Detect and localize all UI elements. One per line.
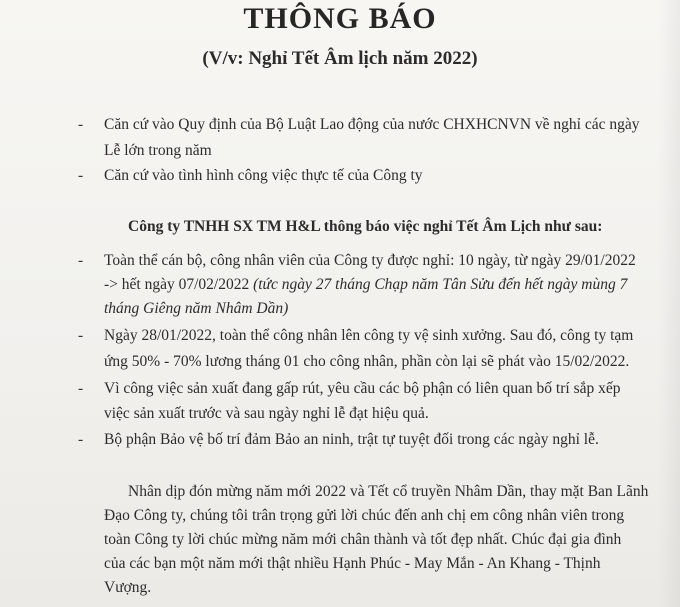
closing-line-1: Nhân dịp đón mừng năm mới 2022 và Tết cổ truyền Nhâm Dần, thay mặt Ban Lãnh [128, 483, 649, 500]
item-3-line-1: Vì công việc sản xuất đang gấp rút, yêu cầu các bộ phận có liên quan bố trí sắp xếp [104, 380, 621, 397]
item-1-line-1: Toàn thể cán bộ, công nhân viên của Công ty được nghỉ: 10 ngày, từ ngày 29/01/2022 [104, 252, 636, 269]
bullet-dash: - [78, 327, 84, 344]
bullet-dash: - [78, 431, 84, 448]
document-subtitle: (V/v: Nghỉ Tết Âm lịch năm 2022) [202, 48, 478, 69]
item-2-line-1: Ngày 28/01/2022, toàn thể công nhân lên công ty vệ sinh xưởng. Sau đó, công ty tạm [104, 327, 634, 344]
closing-line-2: Đạo Công ty, chúng tôi trân trọng gửi lời chúc đến anh chị em công nhân viên trong [104, 507, 625, 524]
basis-1-line-1: Căn cứ vào Quy định của Bộ Luật Lao động của nước CHXHCNVN về nghỉ các ngày [104, 116, 640, 133]
item-4-line-1: Bộ phận Bảo vệ bố trí đảm Bảo an ninh, trật tự tuyệt đối trong các ngày nghỉ lễ. [104, 431, 599, 448]
item-1-date-range: -> hết ngày 07/02/2022 [104, 276, 254, 293]
bullet-dash: - [78, 252, 84, 269]
closing-line-5: Vượng. [104, 579, 152, 596]
bullet-dash: - [78, 167, 84, 184]
closing-line-4: của các bạn một năm mới thật nhiều Hạnh Phúc - May Mắn - An Khang - Thịnh [104, 555, 601, 572]
document-title: THÔNG BÁO [243, 2, 437, 35]
item-1-line-3: tháng Giêng năm Nhâm Dần) [104, 300, 289, 317]
bullet-dash: - [78, 116, 84, 133]
basis-2-line-1: Căn cứ vào tình hình công việc thực tế của Công ty [104, 167, 423, 184]
item-1-lunar-note: (tức ngày 27 tháng Chạp năm Tân Sửu đến hết ngày mùng 7 [253, 276, 628, 293]
item-2-line-2: ứng 50% - 70% lương tháng 01 cho công nhân, phần còn lại sẽ phát vào 15/02/2022. [104, 353, 630, 370]
item-3-line-2: việc sản xuất trước và sau ngày nghỉ lễ đạt hiệu quả. [104, 405, 429, 422]
closing-line-3: toàn Công ty lời chúc mừng năm mới chân thành và tốt đẹp nhất. Chúc đại gia đình [104, 531, 622, 548]
basis-1-line-2: Lễ lớn trong năm [104, 142, 212, 159]
item-1-line-2 [104, 276, 627, 294]
bullet-dash: - [78, 380, 84, 397]
page-edge-shadow [658, 0, 680, 607]
announcement-heading: Công ty TNHH SX TM H&L thông báo việc nghỉ Tết Âm Lịch như sau: [128, 218, 603, 235]
